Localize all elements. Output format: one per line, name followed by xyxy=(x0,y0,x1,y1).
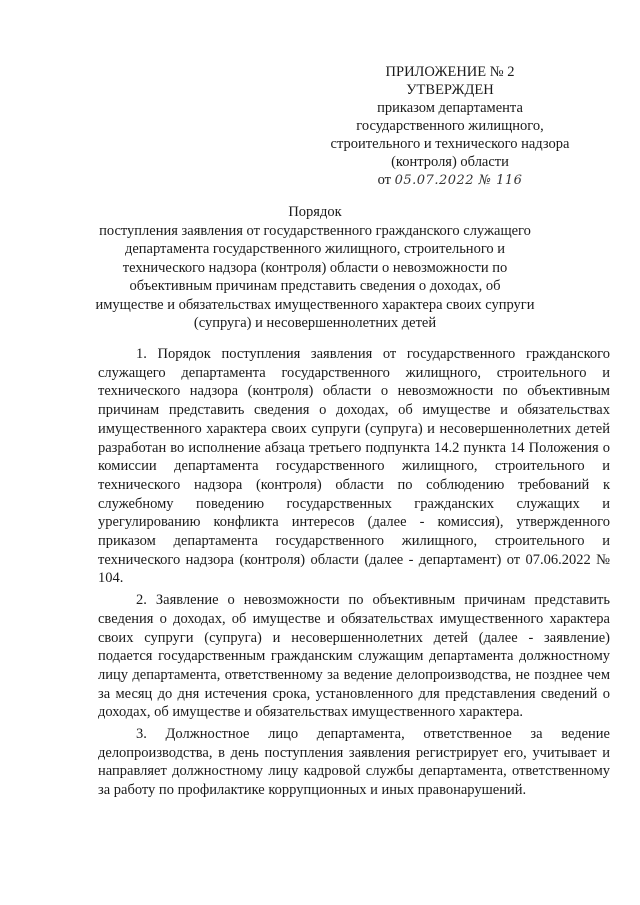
handwritten-date-number: 05.07.2022 № 116 xyxy=(394,173,523,188)
paragraph-2: 2. Заявление о невозможности по объективным причинам представить сведения о доходах, об имуществе и обязательствах имущественного характера своих супруги (супруга) и несовершеннолетних детей (далее - заявление) подается государственным гражданским служащим департамента должностному лицу департамента, ответственному за ведение делопроизводства, не позднее чем за месяц до дня истечения срока, установленного для представления сведений о доходах, об имуществе и обязательствах имущественного характера. xyxy=(98,592,610,721)
order-line-3: строительного и технического надзора xyxy=(330,136,570,152)
order-line-2: государственного жилищного, xyxy=(356,118,544,134)
order-date-line xyxy=(300,171,600,190)
order-line-1: приказом департамента xyxy=(377,100,523,116)
paragraph-3: 3. Должностное лицо департамента, ответственное за ведение делопроизводства, в день поступления заявления регистрирует его, учитывает и направляет должностному лицу кадровой службы департамента, ответственному за работу по профилактике коррупционных и иных правонарушений. xyxy=(98,726,610,799)
approval-stamp-block xyxy=(300,63,600,190)
paragraph-1: 1. Порядок поступления заявления от государственного гражданского служащего департамента государственного жилищного, строительного и технического надзора (контроля) области о невозможности по объективным причинам представить сведения о доходах, об имуществе и обязательствах имущественного характера своих супруги (супруга) и несовершеннолетних детей разработан во исполнение абзаца третьего подпункта 14.2 пункта 14 Положения о комиссии департамента государственного жилищного, строительного и технического надзора (контроля) области по соблюдению требований к служебному поведению государственных гражданских служащих и урегулированию конфликта интересов (далее - комиссия), утвержденного приказом департамента государственного жилищного, строительного и технического надзора (контроля) области (далее - департамент) от 07.06.2022 № 104. xyxy=(98,346,610,587)
document-body xyxy=(98,345,610,803)
document-heading: Порядок xyxy=(288,204,342,220)
date-prefix: от xyxy=(377,172,391,188)
order-line-4: (контроля) области xyxy=(391,154,509,170)
approved-label: УТВЕРЖДЕН xyxy=(406,82,494,98)
appendix-label: ПРИЛОЖЕНИЕ № 2 xyxy=(385,64,515,80)
document-subtitle: поступления заявления от государственного гражданского служащего департамента государственного жилищного, строительного и технического надзора (контроля) области о невозможности по объективным причинам представить сведения о доходах, об имуществе и обязательствах имущественного характера своих супруги (супруга) и несовершеннолетних детей xyxy=(95,222,535,331)
document-title-block xyxy=(95,203,535,333)
